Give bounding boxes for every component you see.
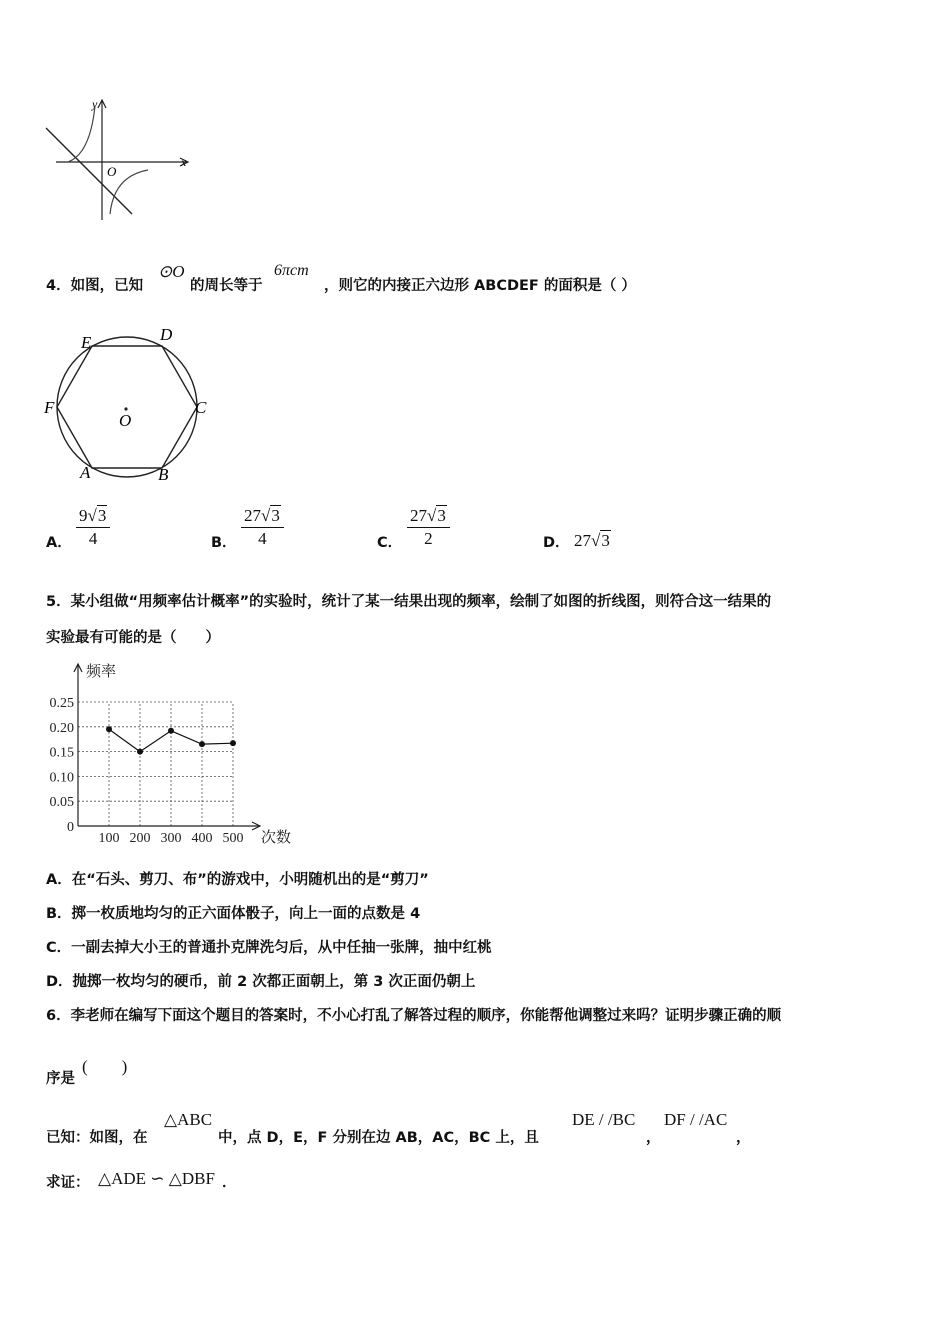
given-comma-1: ， — [646, 1130, 661, 1146]
q5-option-d[interactable]: D．抛掷一枚均匀的硬币，前 2 次都正面朝上，第 3 次正面仍朝上 — [46, 974, 476, 990]
y-tick-label: 0.15 — [49, 745, 74, 761]
given-parallel-2: DF / /AC — [664, 1110, 728, 1129]
y-tick-label: 0.10 — [49, 770, 74, 786]
option-c-num: 27 — [410, 506, 427, 525]
q4-circle-symbol: ⊙O — [158, 262, 185, 281]
circumscribed-circle — [57, 337, 197, 477]
option-a-label: A． — [46, 535, 72, 551]
prove-prefix: 求证： — [46, 1175, 90, 1191]
decreasing-line — [46, 128, 132, 214]
x-axis-label: x — [181, 155, 187, 169]
q5-option-b[interactable]: B．掷一枚质地均匀的正六面体骰子，向上一面的点数是 4 — [46, 906, 421, 922]
x-tick-label: 500 — [222, 831, 244, 846]
option-a-fraction: $\frac{9√3}{4}$ — [76, 506, 110, 549]
x-tick-label: 400 — [191, 831, 213, 846]
q5-option-c[interactable]: C．一副去掉大小王的普通扑克牌洗匀后，从中任抽一张牌，抽中红桃 — [46, 940, 492, 956]
data-point-400 — [199, 741, 205, 747]
x-tick-label: 200 — [129, 831, 151, 846]
option-c-label: C． — [377, 535, 403, 551]
hexagon-abcdef — [57, 346, 197, 468]
y-tick-label: 0 — [67, 820, 74, 835]
y-axis-title: 频率 — [86, 664, 117, 680]
q5-line1: 5．某小组做“用频率估计概率”的实验时，统计了某一结果出现的频率，绘制了如图的折线图，则符合这一结果的 — [46, 594, 772, 610]
label-C: C — [195, 398, 207, 417]
option-d-rad: 3 — [601, 531, 610, 550]
q5-option-a[interactable]: A．在“石头、剪刀、布”的游戏中，小明随机出的是“剪刀” — [46, 872, 429, 888]
y-axis-label: y — [92, 97, 98, 111]
label-A: A — [80, 463, 91, 482]
given-mid: 中，点 D，E，F 分别在边 AB，AC，BC 上，且 — [218, 1130, 539, 1146]
prove-statement: △ADE ∽ △DBF — [98, 1169, 215, 1188]
label-F: F — [44, 398, 55, 417]
x-tick-label: 300 — [160, 831, 182, 846]
x-axis-title: 次数 — [261, 830, 292, 846]
q4-perimeter: 6πcm — [274, 262, 309, 279]
q4-mid: 的周长等于 — [190, 278, 263, 294]
q4-suffix: ，则它的内接正六边形 ABCDEF 的面积是（ ） — [324, 278, 636, 294]
q6-prove — [46, 1166, 346, 1196]
x-tick-label: 100 — [98, 831, 120, 846]
option-b-label: B． — [211, 535, 237, 551]
q6-line1: 6．李老师在编写下面这个题目的答案时，不小心打乱了解答过程的顺序，你能帮他调整过来吗？证明步骤正确的顺 — [46, 1008, 782, 1024]
y-tick-label: 0.25 — [49, 696, 74, 711]
label-B: B — [158, 465, 169, 484]
option-c-fraction: $\frac{27√3}{2}$ — [407, 506, 450, 549]
option-a-den: 4 — [88, 529, 98, 548]
q5-line2: 实验最有可能的是（ ） — [46, 630, 220, 646]
label-D: D — [160, 325, 173, 344]
given-comma-2: ， — [736, 1130, 751, 1146]
y-tick-label: 0.05 — [49, 795, 74, 811]
origin-label: O — [107, 164, 117, 179]
y-tick-label: 0.20 — [49, 720, 74, 736]
given-parallel-1: DE / /BC — [572, 1110, 636, 1129]
option-a-num: 9 — [79, 506, 88, 525]
data-point-500 — [230, 740, 236, 746]
given-prefix: 已知：如图，在 — [46, 1130, 148, 1146]
frequency-line-chart — [38, 656, 300, 852]
q6-line2-text: 序是 — [46, 1071, 75, 1087]
figure-hyperbola — [40, 92, 200, 227]
option-b-fraction: $\frac{27√3}{4}$ — [241, 506, 284, 549]
data-point-200 — [137, 749, 143, 755]
q6-given — [46, 1108, 846, 1148]
given-triangle: △ABC — [164, 1110, 213, 1129]
q6-line2 — [46, 1052, 246, 1088]
label-O: O — [119, 411, 132, 430]
option-d-value: 27√3 — [574, 531, 610, 550]
option-c-rad: 3 — [437, 506, 446, 525]
option-c-den: 2 — [424, 529, 433, 548]
prove-period: ． — [222, 1175, 237, 1191]
figure-hexagon — [40, 322, 220, 490]
data-point-300 — [168, 728, 174, 734]
label-E: E — [81, 333, 92, 352]
option-d-coef: 27 — [574, 531, 591, 550]
option-d-label: D． — [543, 535, 570, 551]
option-b-den: 4 — [258, 529, 267, 548]
q6-answer-blank[interactable]: ( ) — [82, 1057, 128, 1076]
option-a-rad: 3 — [97, 506, 107, 525]
q4-prefix: 4．如图，已知 — [46, 278, 144, 294]
option-b-rad: 3 — [271, 506, 280, 525]
option-b-num: 27 — [244, 506, 261, 525]
data-point-100 — [106, 726, 112, 732]
